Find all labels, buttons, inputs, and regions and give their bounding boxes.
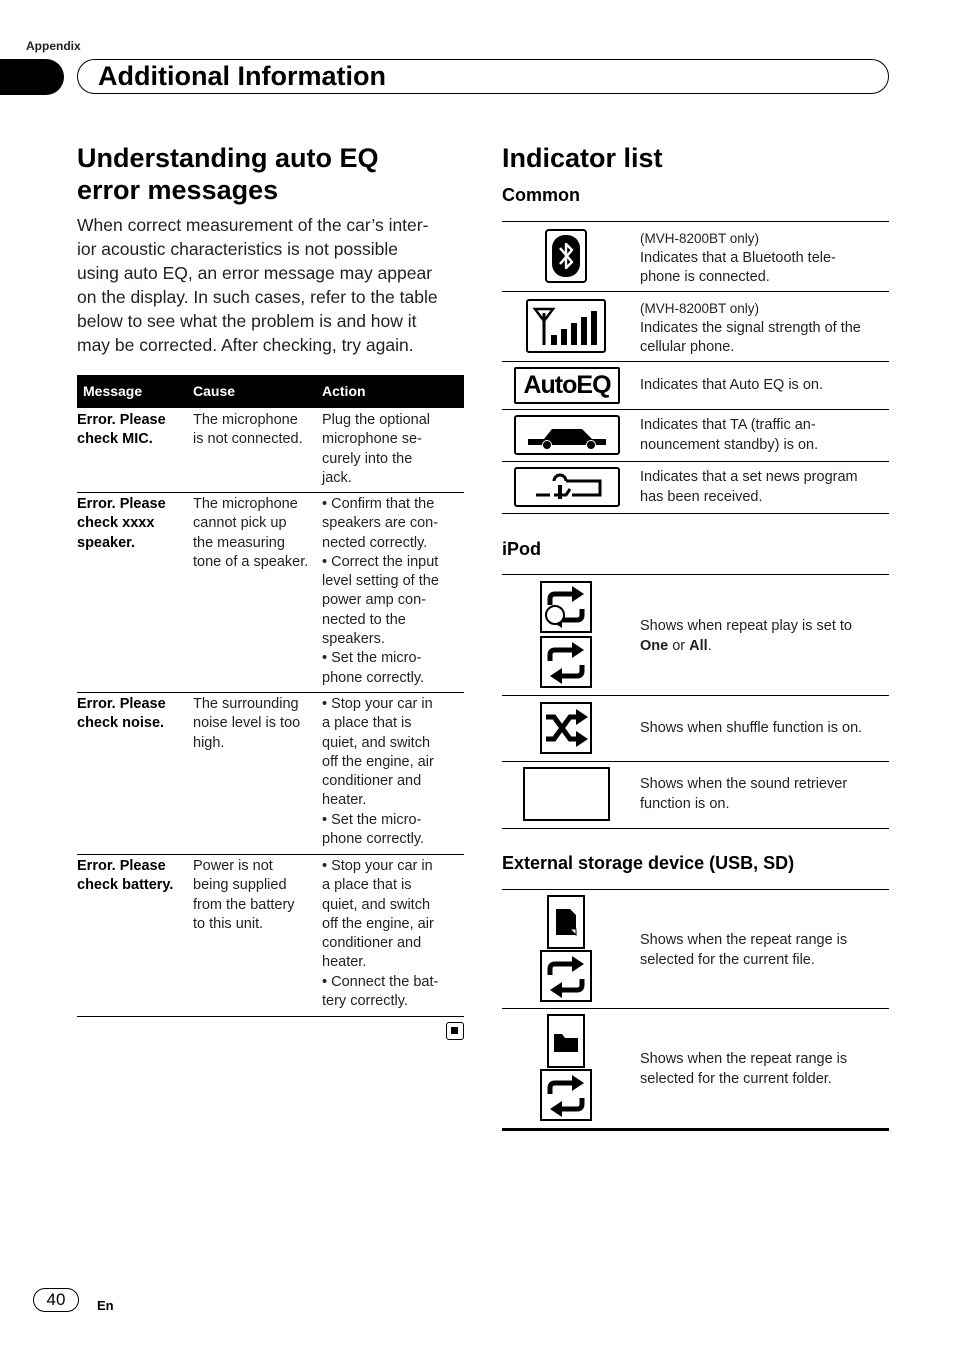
desc-line: cellular phone. (640, 339, 735, 356)
auto-eq-error-title (77, 142, 379, 206)
intro-line: ior acoustic characteristics is not possible (77, 239, 398, 259)
action-line: • Set the micro- (322, 811, 422, 828)
desc-line: selected for the current folder. (640, 1070, 832, 1087)
indicator-row (502, 1008, 889, 1128)
appendix-label: Appendix (26, 39, 81, 53)
indicator-list-title: Indicator list (502, 143, 663, 173)
row-message (77, 495, 187, 553)
row-action (322, 695, 462, 849)
action-line: phone correctly. (322, 831, 425, 848)
message-line: check noise. (77, 715, 165, 732)
indicator-row (502, 761, 889, 829)
desc-line: (MVH-8200BT only) (640, 301, 760, 316)
cause-line: Power is not (193, 858, 273, 874)
action-line: speakers are con- (322, 515, 439, 532)
action-line: nected correctly. (322, 534, 428, 551)
row-cause (193, 495, 318, 572)
action-line: • Connect the bat- (322, 973, 439, 990)
action-line: heater. (322, 792, 367, 809)
repeat-all-label: All (689, 637, 708, 654)
intro-line: on the display. In such cases, refer to the table (77, 287, 438, 307)
desc-line: Indicates that Auto EQ is on. (640, 377, 823, 393)
icon-cell (502, 222, 630, 291)
desc-line: Shows when the sound retriever (640, 776, 848, 792)
action-line: curely into the (322, 450, 413, 467)
common-indicator-table (502, 221, 889, 512)
title-line: error messages (77, 175, 279, 205)
cause-line: The microphone (193, 412, 298, 428)
action-line: power amp con- (322, 592, 426, 609)
action-line: • Set the micro- (322, 650, 422, 667)
icon-cell (502, 762, 630, 829)
signal-strength-icon (526, 299, 606, 353)
indicator-description (640, 775, 888, 814)
table-row (77, 693, 464, 855)
row-cause (193, 411, 318, 450)
header-message: Message (83, 383, 143, 399)
action-line: conditioner and (322, 935, 422, 952)
action-line: • Stop your car in (322, 696, 433, 712)
row-action (322, 857, 462, 1011)
desc-line: Shows when the repeat range is (640, 1051, 848, 1067)
auto-eq-icon: AutoEQ (514, 367, 620, 404)
action-line: heater. (322, 954, 367, 971)
cause-line: the measuring (193, 534, 285, 551)
indicator-description (640, 719, 888, 739)
cause-line: noise level is too (193, 715, 301, 732)
cause-line: to this unit. (193, 915, 264, 932)
cause-line: The microphone (193, 496, 298, 512)
repeat-icon (540, 581, 592, 689)
row-action (322, 495, 462, 688)
cause-line: from the battery (193, 896, 295, 913)
table-row (77, 408, 464, 493)
desc-line: Indicates the signal strength of the (640, 319, 861, 336)
bluetooth-icon (545, 229, 587, 283)
row-message (77, 857, 187, 896)
external-storage-heading: External storage device (USB, SD) (502, 853, 795, 873)
icon-cell (502, 292, 630, 361)
table-rule (502, 513, 889, 514)
indicator-row (502, 574, 889, 695)
icon-cell (502, 1009, 630, 1128)
indicator-row (502, 361, 889, 409)
action-line: quiet, and switch (322, 734, 431, 751)
intro-line: When correct measurement of the car’s inter- (77, 215, 429, 235)
folder-repeat-icon (540, 1014, 592, 1122)
action-line: microphone se- (322, 431, 422, 448)
action-line: off the engine, air (322, 753, 434, 770)
storage-indicator-table (502, 889, 889, 1128)
cause-line: tone of a speaker. (193, 553, 309, 570)
indicator-description (640, 416, 888, 455)
common-heading: Common (502, 185, 580, 205)
shuffle-icon (540, 702, 592, 754)
action-line: jack. (322, 469, 352, 486)
indicator-description (640, 931, 888, 970)
indicator-description (640, 468, 888, 507)
section-title: Additional Information (98, 61, 386, 91)
icon-cell (502, 890, 630, 1008)
header-cause: Cause (193, 383, 236, 399)
intro-paragraph (77, 213, 467, 357)
indicator-description (640, 617, 888, 656)
title-line: Understanding auto EQ (77, 143, 379, 173)
desc-line: Shows when repeat play is set to (640, 618, 852, 634)
section-header (77, 59, 889, 94)
table-header (77, 375, 464, 408)
indicator-row (502, 291, 889, 361)
indicator-description (640, 229, 888, 288)
table-row (77, 855, 464, 1017)
end-of-section-mark (446, 1022, 464, 1040)
indicator-row (502, 221, 889, 291)
icon-cell (502, 575, 630, 695)
header-action: Action (322, 383, 366, 399)
icon-cell (502, 362, 630, 409)
message-line: check xxxx (77, 515, 155, 532)
news-program-icon (514, 467, 620, 507)
sound-retriever-icon (523, 767, 610, 821)
language-label: En (97, 1298, 114, 1313)
row-cause (193, 695, 318, 753)
desc-line: Shows when the repeat range is (640, 932, 848, 948)
table-row (77, 493, 464, 693)
indicator-row (502, 889, 889, 1008)
indicator-row (502, 695, 889, 761)
intro-line: may be corrected. After checking, try again. (77, 335, 414, 355)
message-line: Error. Please (77, 858, 166, 874)
indicator-row (502, 461, 889, 512)
section-tab-marker (0, 59, 64, 95)
message-line: check battery. (77, 877, 174, 894)
row-message (77, 411, 187, 450)
indicator-row (502, 409, 889, 461)
desc-line: Shows when shuffle function is on. (640, 720, 863, 736)
indicator-description (640, 1050, 888, 1089)
action-line: speakers. (322, 631, 385, 648)
action-line: • Stop your car in (322, 858, 433, 874)
desc-joiner: or (668, 637, 690, 654)
cause-line: is not connected. (193, 431, 303, 448)
ipod-indicator-table (502, 574, 889, 829)
desc-line: Indicates that TA (traffic an- (640, 417, 816, 433)
desc-line (640, 637, 888, 657)
table-rule (502, 828, 889, 829)
icon-cell (502, 410, 630, 461)
file-repeat-icon (540, 895, 592, 1003)
icon-cell (502, 462, 630, 512)
cause-line: being supplied (193, 877, 287, 894)
message-line: Error. Please (77, 496, 166, 512)
desc-line: nouncement standby) is on. (640, 436, 819, 453)
action-line: conditioner and (322, 773, 422, 790)
desc-line: has been received. (640, 488, 763, 505)
message-line: Error. Please (77, 412, 166, 428)
indicator-description (640, 376, 888, 396)
action-line: • Correct the input (322, 553, 439, 570)
action-line: nected to the (322, 611, 406, 628)
message-line: speaker. (77, 534, 136, 551)
desc-line: Indicates that a set news program (640, 469, 858, 485)
indicator-description (640, 299, 888, 358)
action-line: phone correctly. (322, 669, 425, 686)
desc-line: function is on. (640, 795, 730, 812)
message-line: Error. Please (77, 696, 166, 712)
row-action (322, 411, 462, 488)
action-line: • Confirm that the (322, 496, 435, 512)
action-line: a place that is (322, 715, 412, 732)
desc-period: . (707, 637, 712, 654)
traffic-announcement-icon (514, 415, 620, 455)
icon-cell (502, 696, 630, 761)
action-line: tery correctly. (322, 993, 408, 1010)
page-number: 40 (33, 1288, 79, 1312)
error-messages-table (77, 375, 464, 1017)
desc-line: (MVH-8200BT only) (640, 231, 760, 246)
cause-line: cannot pick up (193, 515, 287, 532)
table-rule (502, 1128, 889, 1131)
intro-line: using auto EQ, an error message may appear (77, 263, 433, 283)
action-line: a place that is (322, 877, 412, 894)
action-line: level setting of the (322, 573, 439, 590)
action-line: off the engine, air (322, 915, 434, 932)
ipod-heading: iPod (502, 539, 541, 559)
message-line: check MIC. (77, 431, 153, 448)
desc-line: selected for the current file. (640, 951, 815, 968)
action-line: Plug the optional (322, 412, 431, 428)
desc-line: phone is connected. (640, 269, 770, 286)
action-line: quiet, and switch (322, 896, 431, 913)
cause-line: high. (193, 734, 225, 751)
repeat-one-label: One (640, 637, 669, 654)
row-cause (193, 857, 318, 934)
row-message (77, 695, 187, 734)
intro-line: below to see what the problem is and how it (77, 311, 417, 331)
cause-line: The surrounding (193, 696, 299, 712)
desc-line: Indicates that a Bluetooth tele- (640, 249, 836, 266)
